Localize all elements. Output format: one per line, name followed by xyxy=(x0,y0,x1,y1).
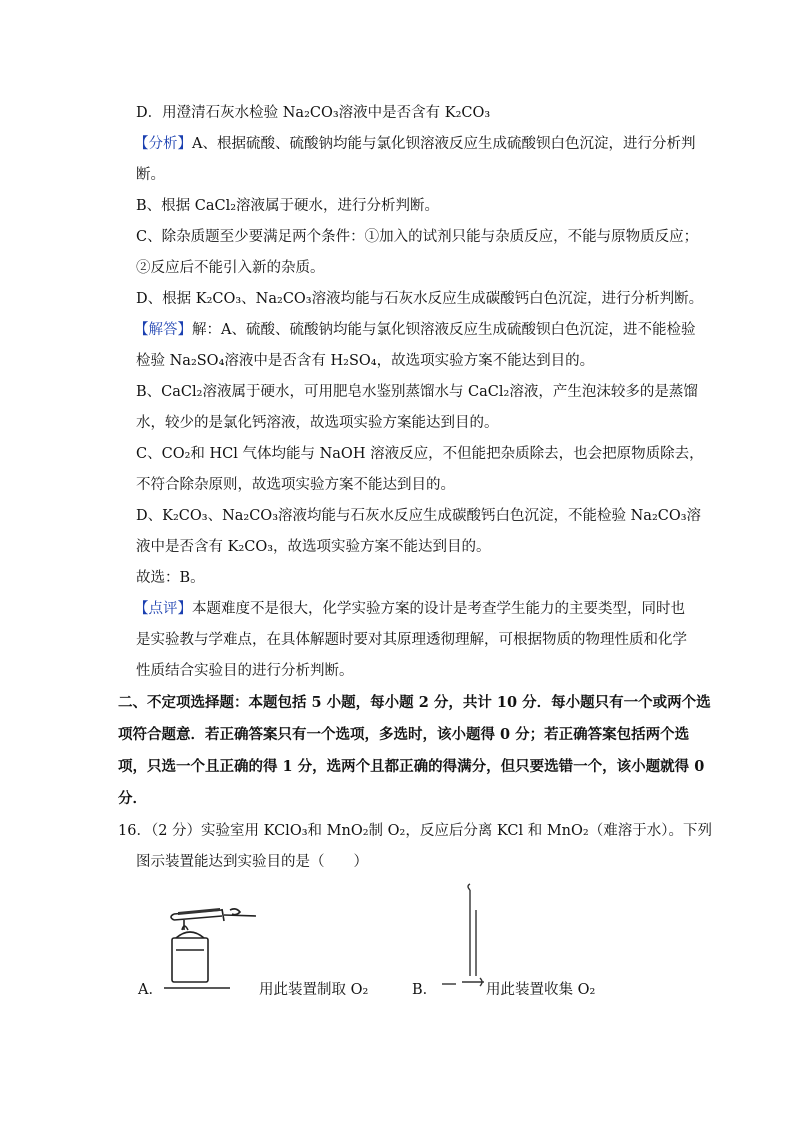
answer-b-cont: 水，较少的是氯化钙溶液，故选项实验方案能达到目的。 xyxy=(136,415,499,431)
comment-text: 本题难度不是很大，化学实验方案的设计是考查学生能力的主要类型，同时也 xyxy=(192,601,685,617)
comment-paragraph-line xyxy=(134,599,685,619)
comment-tag: 【点评】 xyxy=(134,601,192,617)
section-heading-line-1: 二、不定项选择题：本题包括 5 小题，每小题 2 分，共计 10 分．每小题只有一个或两个选 xyxy=(118,694,711,711)
analysis-d: D、根据 K₂CO₃、Na₂CO₃溶液均能与石灰水反应生成碳酸钙白色沉淀，进行分析判断。 xyxy=(136,291,704,307)
option-b-label: B． xyxy=(412,982,438,998)
analysis-line-cont: 断。 xyxy=(136,167,165,183)
analysis-text: A、根据硫酸、硫酸钠均能与氯化钡溶液反应生成硫酸钡白色沉淀，进行分析判 xyxy=(192,136,696,152)
answer-d-cont: 液中是否含有 K₂CO₃，故选项实验方案不能达到目的。 xyxy=(136,539,491,555)
answer-text: 解：A、硫酸、硫酸钠均能与氯化钡溶液反应生成硫酸钡白色沉淀，进不能检验 xyxy=(192,322,696,338)
section-heading-line-4: 分． xyxy=(118,790,147,807)
answer-a-cont: 检验 Na₂SO₄溶液中是否含有 H₂SO₄，故选项实验方案不能达到目的。 xyxy=(136,353,595,369)
question-16-line-2: 图示装置能达到实验目的是（ ） xyxy=(136,854,368,870)
analysis-tag: 【分析】 xyxy=(134,136,192,152)
apparatus-a-heating-icon xyxy=(160,898,260,992)
option-b-text: 用此装置收集 O₂ xyxy=(486,982,596,998)
answer-b: B、CaCl₂溶液属于硬水，可用肥皂水鉴别蒸馏水与 CaCl₂溶液，产生泡沫较多的是蒸馏 xyxy=(136,384,698,400)
answer-tag: 【解答】 xyxy=(134,322,192,338)
section-heading-line-2: 项符合题意．若正确答案只有一个选项，多选时，该小题得 0 分；若正确答案包括两个选 xyxy=(118,726,690,743)
answer-d: D、K₂CO₃、Na₂CO₃溶液均能与石灰水反应生成碳酸钙白色沉淀，不能检验 Na₂CO₃溶 xyxy=(136,508,702,524)
option-d-line: D．用澄清石灰水检验 Na₂CO₃溶液中是否含有 K₂CO₃ xyxy=(136,105,491,121)
option-a-text: 用此装置制取 O₂ xyxy=(259,982,369,998)
option-a-label: A． xyxy=(138,982,163,998)
comment-cont-2: 性质结合实验目的进行分析判断。 xyxy=(136,663,354,679)
section-heading-line-3: 项，只选一个且正确的得 1 分，选两个且都正确的得满分，但只要选错一个，该小题就得 0 xyxy=(118,758,705,775)
analysis-c-cont: ②反应后不能引入新的杂质。 xyxy=(136,260,325,276)
analysis-paragraph-line xyxy=(134,134,695,154)
answer-choice: 故选：B。 xyxy=(136,570,205,586)
comment-cont-1: 是实验教与学难点，在具体解题时要对其原理透彻理解，可根据物质的物理性质和化学 xyxy=(136,632,687,648)
analysis-b: B、根据 CaCl₂溶液属于硬水，进行分析判断。 xyxy=(136,198,440,214)
apparatus-b-collect-icon xyxy=(440,880,490,990)
answer-c: C、CO₂和 HCl 气体均能与 NaOH 溶液反应，不但能把杂质除去，也会把原物质除去， xyxy=(136,446,704,462)
answer-c-cont: 不符合除杂原则，故选项实验方案不能达到目的。 xyxy=(136,477,455,493)
question-16-line-1: 16．（2 分）实验室用 KClO₃和 MnO₂制 O₂，反应后分离 KCl 和 MnO₂（难溶于水）。下列 xyxy=(118,823,712,839)
answer-paragraph-line xyxy=(134,320,695,340)
analysis-c: C、除杂质题至少要满足两个条件：①加入的试剂只能与杂质反应，不能与原物质反应； xyxy=(136,229,699,245)
